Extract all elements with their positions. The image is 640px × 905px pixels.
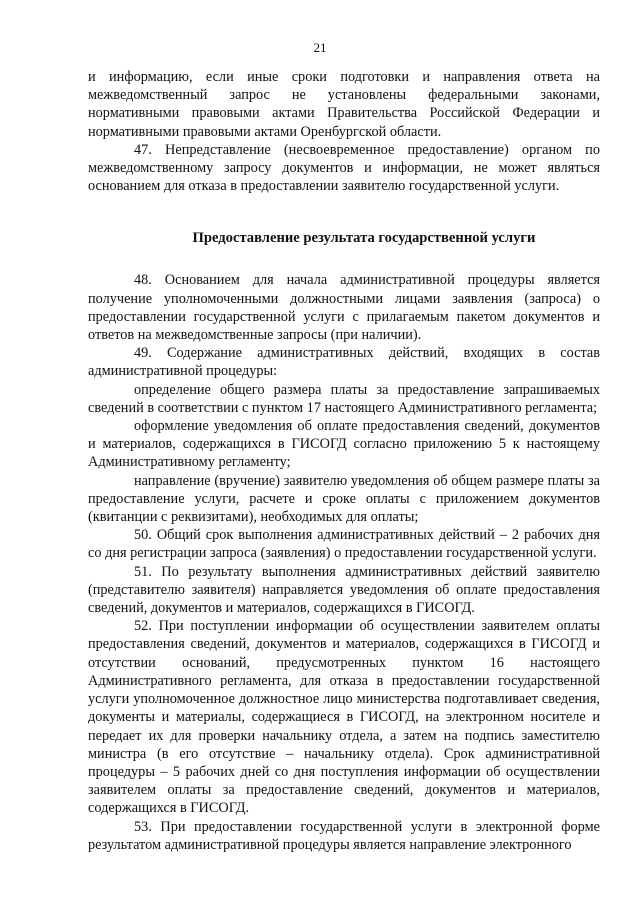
paragraph-49-item-3: направление (вручение) заявителю уведомления об общем размере платы за предоставление услуги, расчете и сроке оплаты с приложением документов (квитанции с реквизитами), необходимых для оплаты; bbox=[88, 472, 600, 526]
document-body bbox=[88, 68, 600, 854]
result-section bbox=[88, 271, 600, 854]
paragraph-48: 48. Основанием для начала административной процедуры является получение уполномоченными должностными лицами заявления (запроса) о предоставлении государственной услуги с прилагаемым пакетом документов и ответов на межведомственные запросы (при наличии). bbox=[88, 272, 600, 344]
section-heading: Предоставление результата государственной услуги bbox=[192, 230, 536, 247]
paragraph-50: 50. Общий срок выполнения административных действий – 2 рабочих дня со дня регистрации запроса (заявления) о предоставлении государственной услуги. bbox=[88, 527, 600, 562]
paragraph-49-item-2: оформление уведомления об оплате предоставления сведений, документов и материалов, содержащихся в ГИСОГД согласно приложению 5 к настоящему Административному регламенту; bbox=[88, 418, 600, 471]
paragraph-47: 47. Непредставление (несвоевременное предоставление) органом по межведомственному запросу документов и информации, не может являться основанием для отказа в предоставлении заявителю государственной услуги. bbox=[88, 141, 600, 195]
paragraph-52: 52. При поступлении информации об осуществлении заявителем оплаты предоставления сведений, документов и материалов, содержащихся в ГИСОГД и отсутствии оснований, предусмотренных пунктом 16 настоящего Административного регламента, для отказа в предоставлении государственной услуги уполномоченное должностное лицо министерства подготавливает сведения, документы и материалы, содержащиеся в ГИСОГД, на электронном носителе и передает их для проверки начальнику отдела, а затем на подпись заместителю министра (в его отсутствие – начальнику отдела). Срок административной процедуры – 5 рабочих дней со дня поступления информации об осуществлении заявителем оплаты за предоставление сведений, документов и материалов, содержащихся в ГИСОГД. bbox=[88, 618, 600, 817]
top-section bbox=[88, 68, 600, 195]
paragraph-49: 49. Содержание административных действий, входящих в состав административной процедуры: bbox=[88, 345, 600, 380]
paragraph-53: 53. При предоставлении государственной услуги в электронной форме результатом административной процедуры является направление электронного bbox=[88, 818, 600, 853]
page-number: 21 bbox=[313, 40, 327, 55]
paragraph-49-item-1: определение общего размера платы за предоставление запрашиваемых сведений в соответствии с пунктом 17 настоящего Административного регламента; bbox=[88, 381, 600, 416]
paragraph-51: 51. По результату выполнения административных действий заявителю (представителю заявителя) направляется уведомления об оплате предоставления сведений, документов и материалов, содержащихся в ГИСОГД. bbox=[88, 563, 600, 617]
paragraph-continuation: и информацию, если иные сроки подготовки и направления ответа на межведомственный запрос не установлены федеральными законами, нормативными правовыми актами Правительства Российской Федерации и нормативными правовыми актами Оренбургской области. bbox=[88, 69, 600, 140]
